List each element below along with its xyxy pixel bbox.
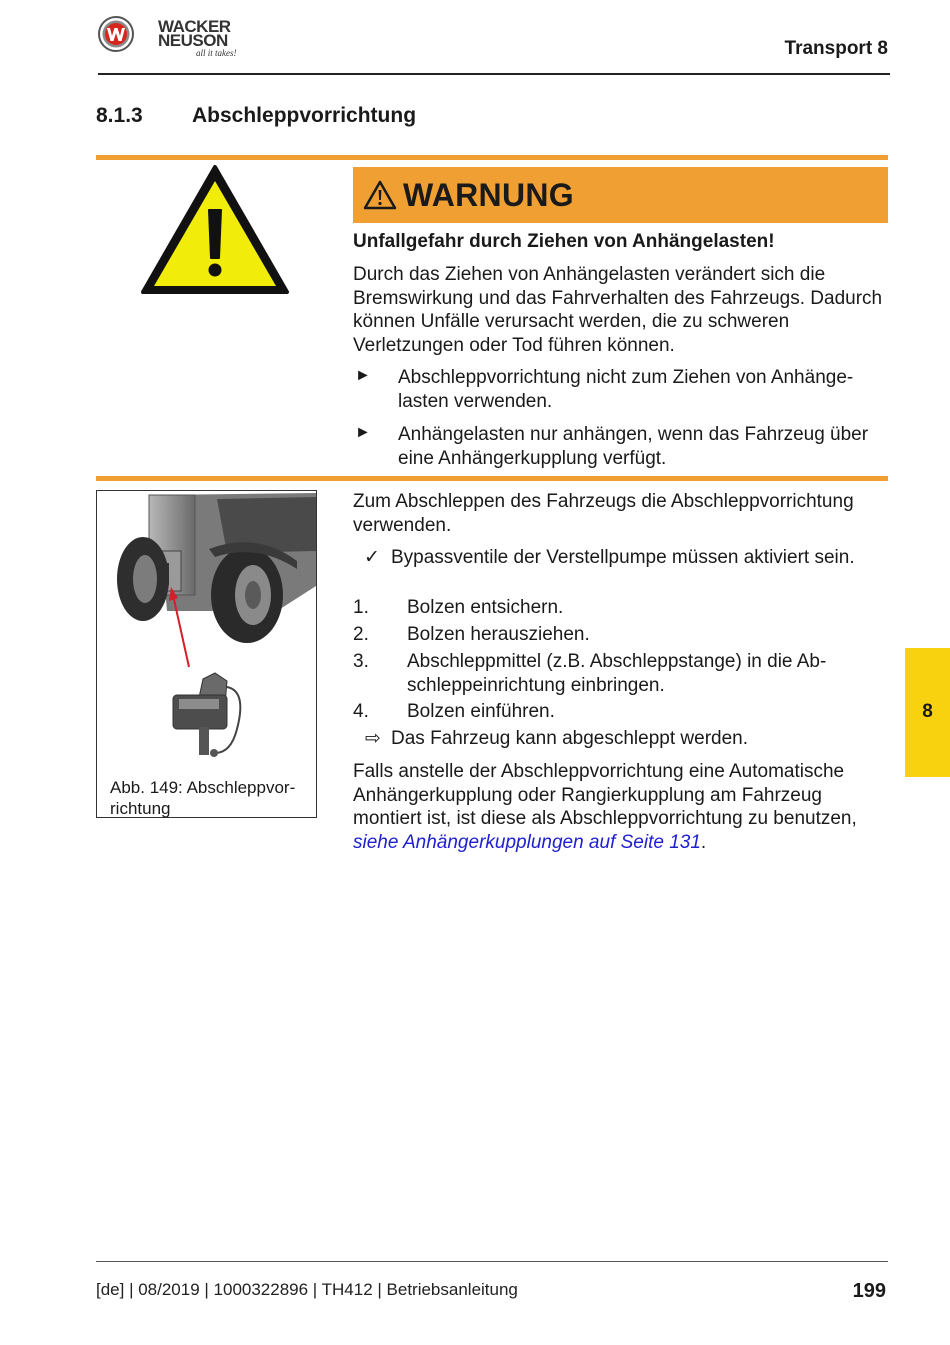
bullet-arrow-icon: ► <box>355 367 371 384</box>
bullet-arrow-icon: ► <box>355 424 371 441</box>
step-number: 3. <box>353 651 369 672</box>
step-number: 2. <box>353 624 369 645</box>
chapter-side-tab-label: 8 <box>922 701 933 722</box>
page-number: 199 <box>852 1280 886 1302</box>
final-paragraph-end: . <box>700 831 707 853</box>
footer-divider <box>96 1261 888 1262</box>
warning-heading: Unfallgefahr durch Ziehen von Anhängelasten! <box>353 231 775 252</box>
wacker-neuson-logo-icon <box>98 16 134 52</box>
step-text: Bolzen entsichern. <box>407 597 564 618</box>
step-text: Bolzen herausziehen. <box>407 624 590 645</box>
result-text: Das Fahrzeug kann abgeschleppt werden. <box>391 728 749 749</box>
step-number: 1. <box>353 597 369 618</box>
warning-label: WARNUNG <box>403 176 574 213</box>
cross-reference-link[interactable]: siehe Anhängerkupplungen auf Seite 131 <box>353 831 701 853</box>
header-divider <box>98 73 890 75</box>
warning-bullet: Anhängelasten nur anhängen, wenn das Fahrzeug über eine Anhängerkupplung verfügt. <box>398 424 869 469</box>
section-title: Abschleppvorrichtung <box>192 104 417 127</box>
section-number: 8.1.3 <box>96 104 143 127</box>
figure-caption: Abb. 149: Abschleppvorrichtung <box>110 778 296 818</box>
chapter-title: Transport 8 <box>784 38 888 59</box>
warning-banner <box>353 167 888 223</box>
precondition-text: Bypassventile der Verstellpumpe müssen aktiviert sein. <box>391 547 855 568</box>
warning-bullet: Abschleppvorrichtung nicht zum Ziehen von Anhängelasten verwenden. <box>398 367 854 412</box>
brand-name-line1: WACKER <box>158 17 231 36</box>
result-arrow-icon: ⇨ <box>365 728 381 749</box>
brand-slogan: all it takes! <box>196 48 237 58</box>
warning-triangle-icon <box>140 164 290 296</box>
step-text: Abschleppmittel (z.B. Abschleppstange) in die Abschleppeinrichtung einbringen. <box>407 651 827 696</box>
warning-top-rule <box>96 155 888 160</box>
step-text: Bolzen einführen. <box>407 701 555 722</box>
final-paragraph-text: Falls anstelle der Abschleppvorrichtung eine Automatische Anhängerkupplung oder Rangierkupplung am Fahrzeug montiert ist, ist diese als Abschleppvorrichtung zu benutzen, <box>353 761 857 829</box>
step-number: 4. <box>353 701 369 722</box>
warning-body: Durch das Ziehen von Anhängelasten verändert sich die Bremswirkung und das Fahrverhalten des Fahrzeugs. Dadurch können Unfälle verursacht werden, die zu schweren Verletzungen oder Tod führen können. <box>353 264 883 356</box>
towing-device-figure-image <box>97 491 316 771</box>
checkmark-icon: ✓ <box>364 547 380 568</box>
warning-bottom-rule <box>96 476 888 481</box>
warning-small-icon <box>363 180 397 210</box>
footer-document-info: [de] | 08/2019 | 1000322896 | TH412 | Betriebsanleitung <box>96 1280 518 1299</box>
intro-paragraph: Zum Abschleppen des Fahrzeugs die Abschleppvorrichtung verwenden. <box>353 491 854 536</box>
final-paragraph <box>353 760 883 854</box>
brand-name-line2: NEUSON <box>158 31 228 50</box>
